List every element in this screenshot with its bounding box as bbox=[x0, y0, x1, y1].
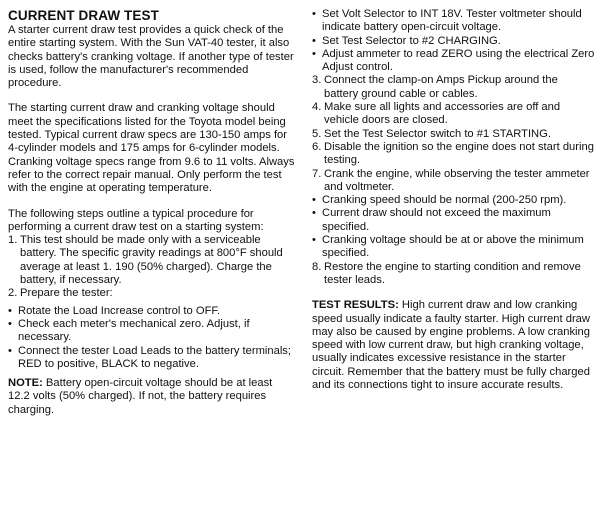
bullet-text: Connect the tester Load Leads to the battery terminals; RED to positive, BLACK to negative. bbox=[18, 344, 292, 370]
step-text: Disable the ignition so the engine does not start during testing. bbox=[324, 140, 594, 167]
step-7 bbox=[312, 168, 595, 195]
step-4 bbox=[312, 101, 595, 128]
bullet-icon: • bbox=[312, 234, 316, 247]
right-column bbox=[312, 8, 595, 392]
bullet-text: Cranking speed should be normal (200-250 rpm). bbox=[322, 194, 567, 207]
bullet-icon: • bbox=[8, 304, 12, 317]
steps-intro-paragraph: The following steps outline a typical procedure for performing a current draw test on a starting system: bbox=[8, 207, 264, 233]
bullet-icon: • bbox=[312, 207, 316, 220]
bullet-text: Rotate the Load Increase control to OFF. bbox=[18, 304, 221, 317]
step-text: Set the Test Selector switch to #1 STARTING. bbox=[324, 127, 551, 140]
bullet-text: Check each meter's mechanical zero. Adjust, if necessary. bbox=[18, 317, 250, 344]
step-text: This test should be made only with a serviceable battery. The specific gravity readings at 800°F should average at least 1. 190 (50% charged). Charge the battery, if necessary. bbox=[20, 234, 283, 287]
bullet-icon: • bbox=[312, 8, 316, 20]
step-5 bbox=[312, 128, 595, 141]
step-text: Prepare the tester: bbox=[20, 287, 113, 300]
bullet-item bbox=[312, 35, 595, 48]
bullet-text: Set Volt Selector to INT 18V. Tester voltmeter should indicate battery open-circuit voltage. bbox=[322, 8, 582, 34]
step-number: 2. bbox=[8, 287, 18, 300]
step-6 bbox=[312, 141, 595, 168]
note-label: NOTE: bbox=[8, 377, 43, 390]
left-column bbox=[8, 8, 296, 417]
step-text: Crank the engine, while observing the tester ammeter and voltmeter. bbox=[324, 167, 590, 193]
step-2 bbox=[8, 287, 296, 300]
step-1 bbox=[8, 234, 296, 287]
page-title: CURRENT DRAW TEST bbox=[8, 8, 159, 23]
bullet-icon: • bbox=[8, 344, 12, 357]
step-text: Connect the clamp-on Amps Pickup around the battery ground cable or cables. bbox=[324, 74, 558, 100]
bullet-text: Set Test Selector to #2 CHARGING. bbox=[322, 34, 501, 47]
step-number: 1. bbox=[8, 234, 18, 247]
step-text: Make sure all lights and accessories are off and vehicle doors are closed. bbox=[324, 101, 561, 127]
step-number: 3. bbox=[312, 74, 322, 87]
bullet-item bbox=[312, 207, 595, 234]
bullet-text: Current draw should not exceed the maximum specified. bbox=[322, 207, 551, 233]
step-3 bbox=[312, 74, 595, 101]
step-number: 6. bbox=[312, 140, 322, 153]
step-number: 5. bbox=[312, 127, 322, 140]
bullet-icon: • bbox=[8, 317, 12, 330]
bullet-item bbox=[8, 305, 296, 318]
note-text: Battery open-circuit voltage should be at least 12.2 volts (50% charged). If not, the battery requires charging. bbox=[8, 377, 273, 416]
step-number: 4. bbox=[312, 101, 322, 114]
step-8 bbox=[312, 261, 595, 288]
bullet-icon: • bbox=[312, 47, 316, 60]
step-text: Restore the engine to starting condition and remove tester leads. bbox=[324, 260, 581, 286]
bullet-icon: • bbox=[312, 194, 316, 207]
bullet-item bbox=[312, 194, 595, 207]
bullet-item bbox=[312, 234, 595, 261]
bullet-item bbox=[8, 318, 296, 345]
bullet-text: Adjust ammeter to read ZERO using the electrical Zero Adjust control. bbox=[322, 47, 595, 74]
step-number: 7. bbox=[312, 167, 322, 180]
test-results-label: TEST RESULTS: bbox=[312, 299, 399, 312]
bullet-icon: • bbox=[312, 34, 316, 47]
test-results-paragraph bbox=[312, 299, 595, 392]
bullet-item bbox=[8, 345, 296, 372]
note-paragraph bbox=[8, 377, 296, 417]
bullet-item bbox=[312, 48, 595, 75]
bullet-item bbox=[312, 8, 595, 35]
specs-paragraph: The starting current draw and cranking voltage should meet the specifications listed for the Toyota model being tested. Typical current draw specs are 130-150 amps for 4-cylinder models and 175 amps for 6-cylinder models. Cranking voltage specs range from 9.6 to 11 volts. Always refer to the correct repair manual. Only perform the test with the engine at operating temperature. bbox=[8, 102, 295, 195]
intro-paragraph: A starter current draw test provides a quick check of the entire starting system. With the Sun VAT-40 tester, it also checks battery's cranking voltage. If another type of tester is used, follow the manufacturer's recommended procedure. bbox=[8, 24, 294, 90]
bullet-text: Cranking voltage should be at or above the minimum specified. bbox=[322, 234, 584, 260]
test-results-text: High current draw and low cranking speed usually indicate a faulty starter. High current draw may also be caused by engine problems. A low cranking speed with low current draw, but high cranking voltage, usually indicates excessive resistance in the starter circuit. Remember that the battery must be fully charged and its connections tight to insure accurate results. bbox=[312, 299, 590, 392]
step-number: 8. bbox=[312, 260, 322, 273]
